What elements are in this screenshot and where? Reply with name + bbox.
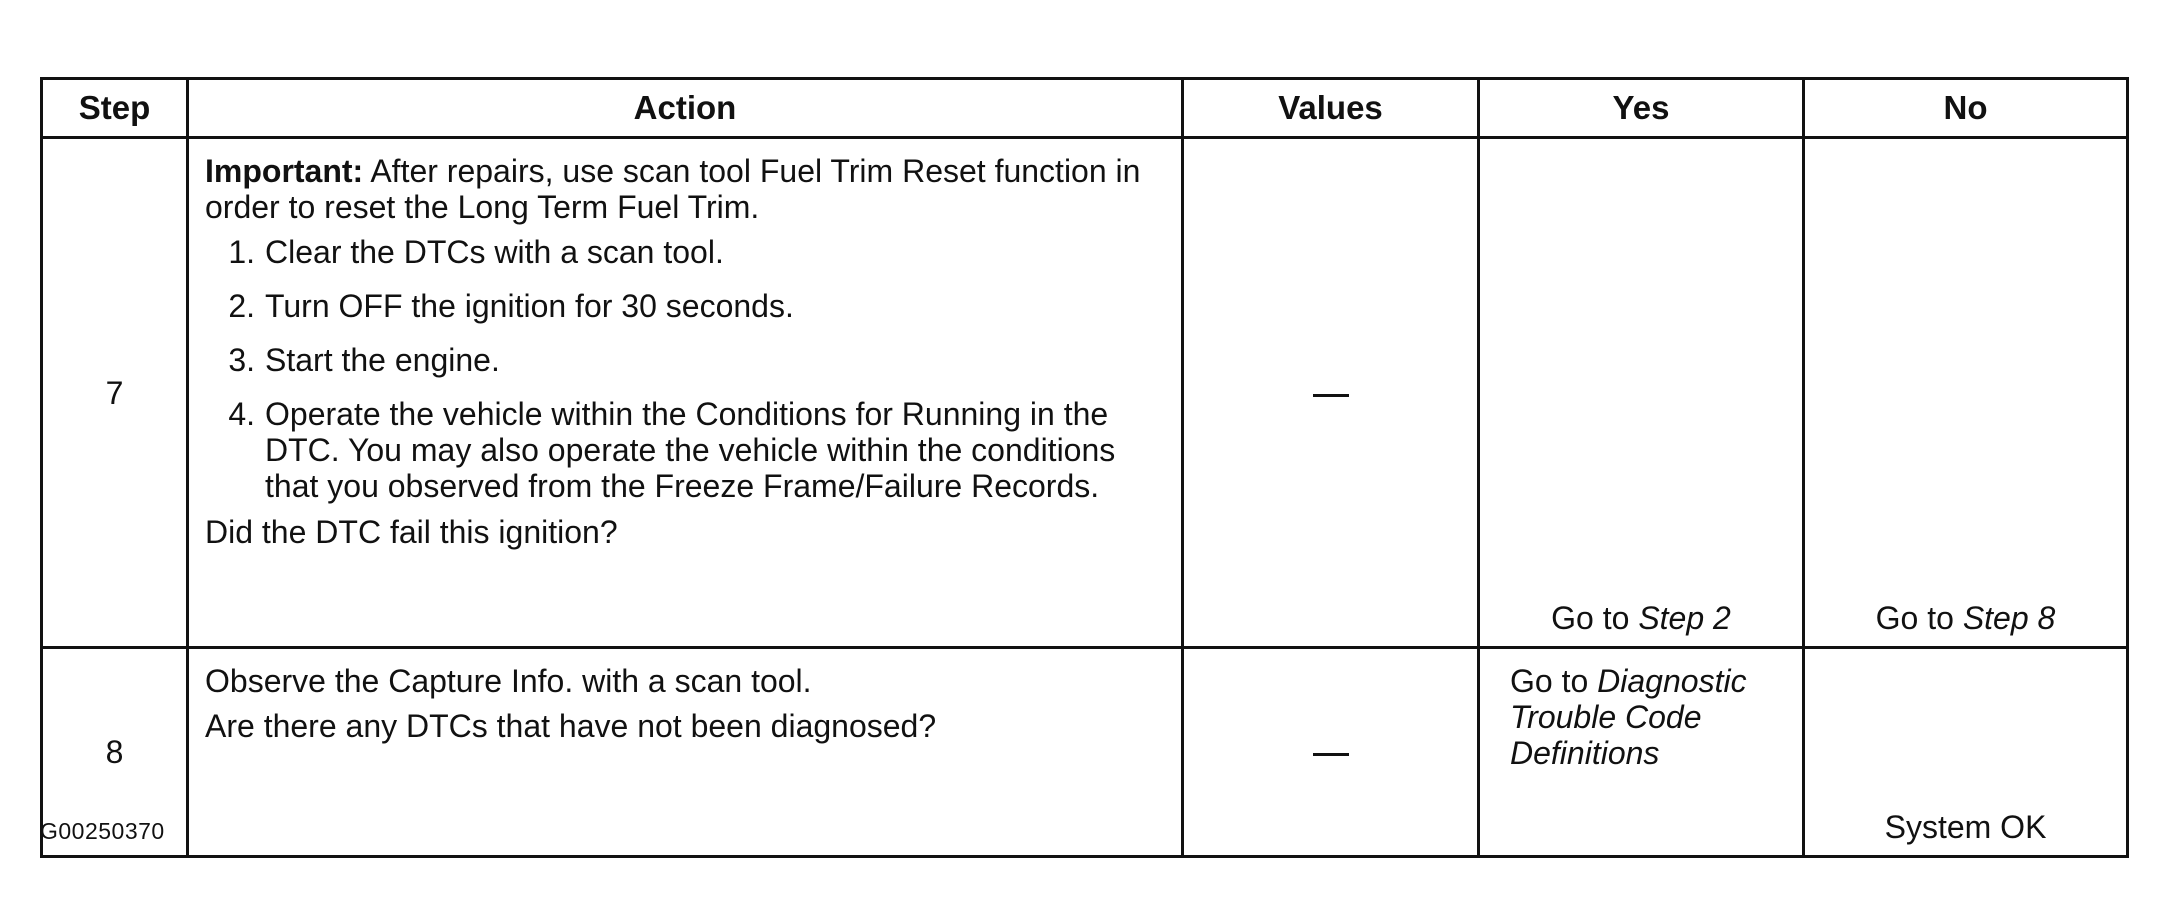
list-item	[205, 396, 1163, 504]
goto-prefix: Go to	[1551, 600, 1639, 636]
values-cell	[1183, 648, 1479, 857]
list-number: 1.	[228, 234, 255, 270]
table-row	[42, 648, 2128, 857]
goto-definitions-link[interactable]: Diagnostic Trouble Code Definitions	[1510, 663, 1747, 771]
list-text: Clear the DTCs with a scan tool.	[265, 234, 724, 270]
list-item	[205, 234, 1163, 270]
header-values: Values	[1183, 79, 1479, 138]
step-number: 8	[42, 648, 188, 857]
action-cell	[188, 648, 1183, 857]
yes-goto	[1480, 600, 1802, 636]
step-question: Are there any DTCs that have not been diagnosed?	[205, 708, 937, 744]
header-no: No	[1804, 79, 2128, 138]
list-number: 2.	[228, 288, 255, 324]
yes-cell	[1479, 648, 1804, 857]
no-result: System OK	[1884, 809, 2047, 845]
header-yes: Yes	[1479, 79, 1804, 138]
list-number: 3.	[228, 342, 255, 378]
step-instruction: Observe the Capture Info. with a scan tool.	[205, 663, 812, 699]
no-cell	[1804, 648, 2128, 857]
header-action: Action	[188, 79, 1183, 138]
step-number: 7	[42, 138, 188, 648]
goto-prefix: Go to	[1510, 663, 1598, 699]
important-text: After repairs, use scan tool Fuel Trim Reset function in order to reset the Long Term Fuel Trim.	[205, 153, 1141, 225]
diagnostic-table	[40, 77, 2129, 858]
important-note	[205, 153, 1163, 225]
table-row	[42, 138, 2128, 648]
dash-icon	[1313, 394, 1349, 397]
procedure-list	[205, 234, 1163, 504]
header-step: Step	[42, 79, 188, 138]
values-cell	[1183, 138, 1479, 648]
dash-icon	[1313, 753, 1349, 756]
important-label: Important:	[205, 153, 364, 189]
header-row	[42, 79, 2128, 138]
figure-id: G00250370	[40, 818, 165, 844]
list-item	[205, 288, 1163, 324]
step-question: Did the DTC fail this ignition?	[205, 514, 618, 550]
list-text: Start the engine.	[265, 342, 500, 378]
yes-goto	[1510, 663, 1792, 771]
goto-step-link[interactable]: Step 2	[1638, 600, 1731, 636]
goto-prefix: Go to	[1875, 600, 1963, 636]
list-text: Turn OFF the ignition for 30 seconds.	[265, 288, 794, 324]
no-cell	[1804, 138, 2128, 648]
yes-cell	[1479, 138, 1804, 648]
list-item	[205, 342, 1163, 378]
no-goto	[1805, 600, 2126, 636]
list-text: Operate the vehicle within the Conditions for Running in the DTC. You may also operate the vehicle within the conditions that you observed from the Freeze Frame/Failure Records.	[265, 396, 1116, 504]
action-cell	[188, 138, 1183, 648]
goto-step-link[interactable]: Step 8	[1962, 600, 2056, 636]
list-number: 4.	[228, 396, 255, 432]
